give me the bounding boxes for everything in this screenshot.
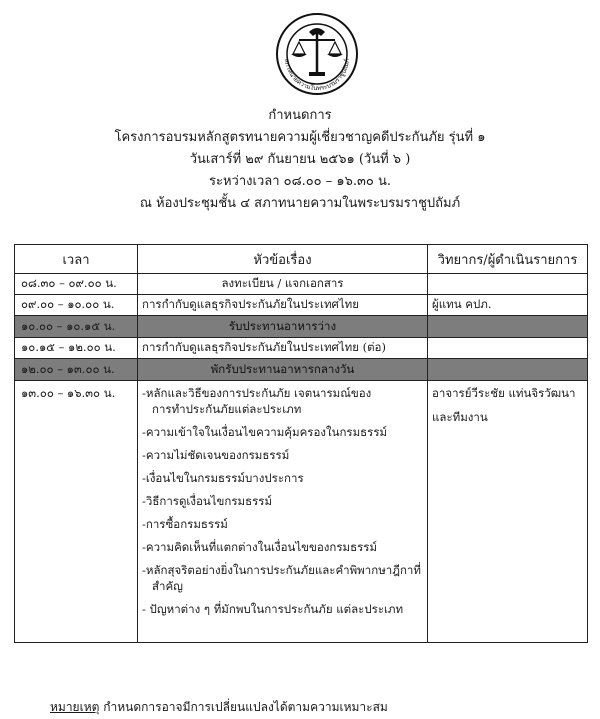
project-name: โครงการอบรมหลักสูตรทนายความผู้เชี่ยวชาญคดีประกันภัย รุ่นที่ ๑ xyxy=(114,130,486,145)
schedule-title: กำหนดการ xyxy=(268,108,332,123)
list-item: -หลักสุจริตอย่างยิ่งในการประกันภัยและคำพิพากษาฎีกาที่ สำคัญ xyxy=(142,563,421,593)
row-speaker: ผู้แทน คปภ. xyxy=(428,295,588,316)
row-speaker xyxy=(428,381,588,643)
speaker-team: และทีมงาน xyxy=(432,410,488,424)
footnote-label: หมายเหตุ xyxy=(50,700,100,714)
row-topic: พักรับประทานอาหารกลางวัน xyxy=(138,359,428,381)
table-row xyxy=(15,295,588,316)
table-row xyxy=(15,338,588,359)
list-item: -ความไม่ชัดเจนของกรมธรรม์ xyxy=(142,448,290,462)
list-item: -วิธีการดูเงื่อนไขกรมธรรม์ xyxy=(142,494,273,508)
row-time: ๐๘.๓๐ – ๐๙.๐๐ น. xyxy=(15,274,138,295)
list-item: -ความเข้าใจในเงื่อนไขความคุ้มครองในกรมธรรม์ xyxy=(142,425,388,439)
speaker-name: อาจารย์วีระชัย แท่นจิรวัฒนา xyxy=(432,386,576,400)
schedule-table xyxy=(14,244,588,643)
table-row xyxy=(15,381,588,643)
footnote xyxy=(50,698,388,717)
col-header-topic: หัวข้อเรื่อง xyxy=(138,245,428,274)
table-row-break xyxy=(15,359,588,381)
row-topic: การกำกับดูแลธุรกิจประกันภัยในประเทศไทย xyxy=(138,295,428,316)
row-topic-list-cell xyxy=(138,381,428,643)
row-time: ๑๒.๐๐ – ๑๓.๐๐ น. xyxy=(15,359,138,381)
row-speaker xyxy=(428,359,588,381)
topic-list xyxy=(142,385,423,617)
list-item: -หลักและวิธีของการประกันภัย เจตนารมณ์ของ การทำประกันภัยแต่ละประเภท xyxy=(142,386,372,416)
table-header-row xyxy=(15,245,588,274)
row-speaker xyxy=(428,316,588,338)
list-item: -การซื้อกรมธรรม์ xyxy=(142,517,228,531)
row-topic: รับประทานอาหารว่าง xyxy=(138,316,428,338)
event-venue: ณ ห้องประชุมชั้น ๔ สภาทนายความในพระบรมราชูปถัมภ์ xyxy=(139,196,461,211)
list-item: - ปัญหาต่าง ๆ ที่มักพบในการประกันภัย แต่ละประเภท xyxy=(142,602,404,616)
row-time: ๑๐.๑๕ – ๑๒.๐๐ น. xyxy=(15,338,138,359)
lawyers-council-seal-icon xyxy=(275,12,359,96)
row-topic: การกำกับดูแลธุรกิจประกันภัยในประเทศไทย (ต่อ) xyxy=(138,338,428,359)
event-date: วันเสาร์ที่ ๒๙ กันยายน ๒๕๖๑ (วันที่ ๖ ) xyxy=(189,152,411,167)
list-item: -ความคิดเห็นที่แตกต่างในเงื่อนไขของกรมธรรม์ xyxy=(142,540,378,554)
row-time: ๑๐.๐๐ – ๑๐.๑๕ น. xyxy=(15,316,138,338)
table-row xyxy=(15,274,588,295)
row-speaker xyxy=(428,274,588,295)
row-speaker xyxy=(428,338,588,359)
col-header-time: เวลา xyxy=(15,245,138,274)
row-topic: ลงทะเบียน / แจกเอกสาร xyxy=(138,274,428,295)
row-time: ๐๙.๐๐ – ๑๐.๐๐ น. xyxy=(15,295,138,316)
list-item: -เงื่อนไขในกรมธรรม์บางประการ xyxy=(142,471,304,485)
footnote-text: กำหนดการอาจมีการเปลี่ยนแปลงได้ตามความเหมาะสม xyxy=(103,700,388,714)
event-time-range: ระหว่างเวลา ๐๘.๐๐ – ๑๖.๓๐ น. xyxy=(209,174,391,189)
seal-ring-text: สภาทนายความในพระบรมราชูปถัมภ์ xyxy=(282,58,352,93)
row-time: ๑๓.๐๐ – ๑๖.๓๐ น. xyxy=(15,381,138,643)
col-header-speaker: วิทยากร/ผู้ดำเนินรายการ xyxy=(428,245,588,274)
table-row-break xyxy=(15,316,588,338)
